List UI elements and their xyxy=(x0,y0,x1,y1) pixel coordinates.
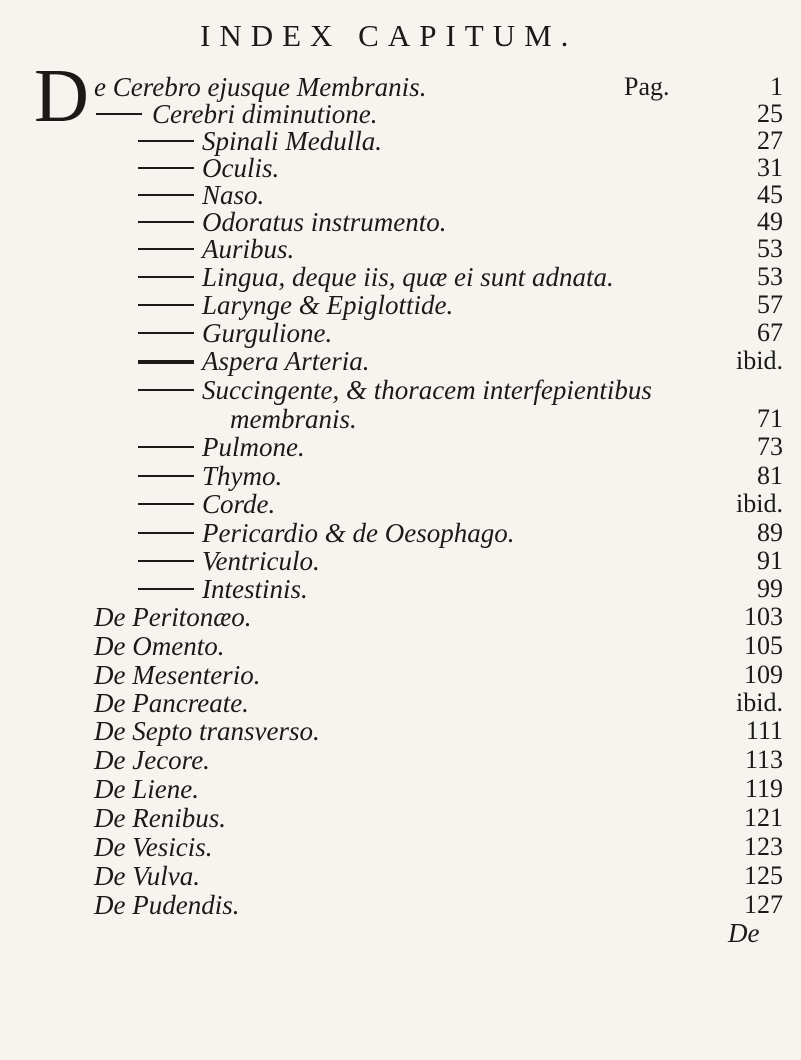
ditto-dash xyxy=(138,475,194,477)
index-entry xyxy=(0,803,801,833)
ditto-dash xyxy=(138,167,194,169)
ditto-dash xyxy=(138,389,194,391)
index-entry xyxy=(0,631,801,661)
entry-page: 121 xyxy=(744,803,783,832)
entry-page: 31 xyxy=(757,153,783,182)
index-entry xyxy=(0,375,801,405)
index-entry xyxy=(0,72,801,102)
entry-title: Auribus. xyxy=(202,234,295,264)
catchword: De xyxy=(728,918,760,948)
page-label: Pag. xyxy=(624,72,670,101)
ditto-dash xyxy=(138,532,194,534)
ditto-dash xyxy=(138,332,194,334)
entry-title: Corde. xyxy=(202,489,276,519)
entry-title: Ventriculo. xyxy=(202,546,320,576)
entry-title: Naso. xyxy=(202,180,265,210)
index-entry xyxy=(0,660,801,690)
index-entry xyxy=(0,546,801,576)
index-entry xyxy=(0,290,801,320)
ditto-dash xyxy=(138,446,194,448)
entry-page: 73 xyxy=(757,432,783,461)
index-entry xyxy=(0,861,801,891)
entry-page: 71 xyxy=(757,404,783,433)
entry-title: Lingua, deque iis, quæ ei sunt adnata. xyxy=(202,262,614,292)
entry-page: 103 xyxy=(744,602,783,631)
drop-cap: D xyxy=(34,54,89,138)
entry-title: De Pancreate. xyxy=(94,688,249,718)
ditto-dash xyxy=(138,304,194,306)
entry-title: De Vulva. xyxy=(94,861,200,891)
entry-page: ibid. xyxy=(736,489,783,518)
entry-page: 123 xyxy=(744,832,783,861)
index-entry xyxy=(0,745,801,775)
entry-page: 127 xyxy=(744,890,783,919)
index-entry xyxy=(0,262,801,292)
index-entry xyxy=(0,180,801,210)
index-entry xyxy=(0,153,801,183)
entry-page: 125 xyxy=(744,861,783,890)
index-entry-continuation xyxy=(0,404,801,434)
ditto-dash xyxy=(138,221,194,223)
index-entry xyxy=(0,99,801,129)
entry-page: 99 xyxy=(757,574,783,603)
entry-page: 113 xyxy=(744,745,783,774)
ditto-dash xyxy=(138,560,194,562)
entry-title: Intestinis. xyxy=(202,574,308,604)
ditto-dash xyxy=(138,194,194,196)
entry-page: 49 xyxy=(757,207,783,236)
entry-title: Thymo. xyxy=(202,461,283,491)
entry-title: Pericardio & de Oesophago. xyxy=(202,518,515,548)
entry-title: Succingente, & thoracem interfepientibus xyxy=(202,375,652,405)
index-entry xyxy=(0,574,801,604)
entry-title: Larynge & Epiglottide. xyxy=(202,290,454,320)
entry-page: 27 xyxy=(757,126,783,155)
ditto-dash xyxy=(138,503,194,505)
entry-page: 67 xyxy=(757,318,783,347)
entry-page: 53 xyxy=(757,234,783,263)
entry-page: 57 xyxy=(757,290,783,319)
entry-title: De Omento. xyxy=(94,631,225,661)
entry-title: e Cerebro ejusque Membranis. xyxy=(94,72,427,102)
index-entry xyxy=(0,716,801,746)
entry-title: De Mesenterio. xyxy=(94,660,261,690)
entry-page: 25 xyxy=(757,99,783,128)
index-entry xyxy=(0,318,801,348)
entry-page: 89 xyxy=(757,518,783,547)
entry-page: 81 xyxy=(757,461,783,490)
index-entry xyxy=(0,126,801,156)
ditto-dash xyxy=(138,140,194,142)
index-entry xyxy=(0,602,801,632)
index-entry xyxy=(0,461,801,491)
entry-page: 1 xyxy=(770,72,783,101)
entry-title: Aspera Arteria. xyxy=(202,346,370,376)
entry-title: De Liene. xyxy=(94,774,199,804)
ditto-dash xyxy=(96,113,142,115)
entry-title: Odoratus instrumento. xyxy=(202,207,447,237)
ditto-dash xyxy=(138,588,194,590)
entry-page: 105 xyxy=(744,631,783,660)
entry-title: Gurgulione. xyxy=(202,318,333,348)
index-entry xyxy=(0,346,801,376)
entry-title: Cerebri diminutione. xyxy=(152,99,378,129)
entry-page: 109 xyxy=(744,660,783,689)
page-header: INDEX CAPITUM. xyxy=(200,18,578,53)
entry-page: 119 xyxy=(744,774,783,803)
index-entry xyxy=(0,489,801,519)
entry-title: Spinali Medulla. xyxy=(202,126,382,156)
entry-page: ibid. xyxy=(736,688,783,717)
entry-title: De Peritonæo. xyxy=(94,602,252,632)
index-entry xyxy=(0,518,801,548)
index-entry xyxy=(0,234,801,264)
entry-title: Pulmone. xyxy=(202,432,305,462)
index-entry xyxy=(0,688,801,718)
entry-title: De Pudendis. xyxy=(94,890,240,920)
entry-page: 53 xyxy=(757,262,783,291)
entry-title: membranis. xyxy=(230,404,357,434)
index-entry xyxy=(0,432,801,462)
entry-title: De Vesicis. xyxy=(94,832,213,862)
index-entry xyxy=(0,832,801,862)
entry-page: 91 xyxy=(757,546,783,575)
entry-title: De Renibus. xyxy=(94,803,226,833)
entry-title: Oculis. xyxy=(202,153,280,183)
entry-page: ibid. xyxy=(736,346,783,375)
entry-page: 111 xyxy=(745,716,783,745)
entry-title: De Jecore. xyxy=(94,745,210,775)
index-entry xyxy=(0,774,801,804)
index-entry xyxy=(0,890,801,920)
ditto-dash xyxy=(138,360,194,364)
entry-page: 45 xyxy=(757,180,783,209)
entry-title: De Septo transverso. xyxy=(94,716,320,746)
ditto-dash xyxy=(138,248,194,250)
ditto-dash xyxy=(138,276,194,278)
index-entry xyxy=(0,207,801,237)
